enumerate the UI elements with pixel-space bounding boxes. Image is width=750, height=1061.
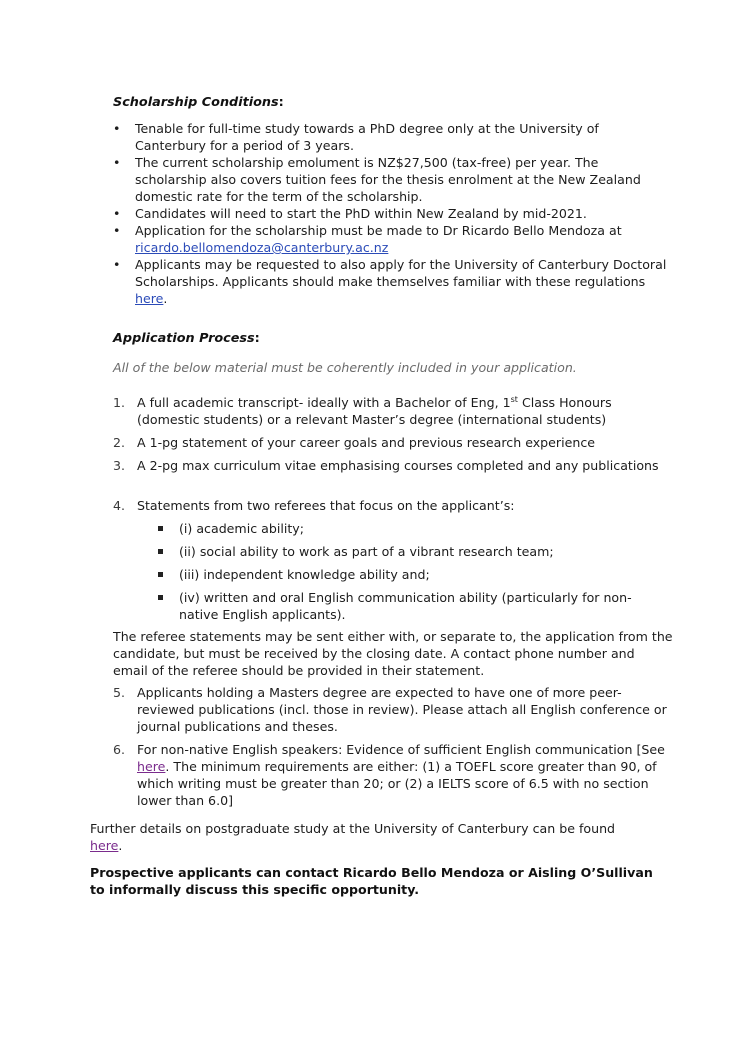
english-text-a: For non-native English speakers: Evidence of sufficient English communication [See: [137, 742, 665, 757]
list-item: [113, 154, 673, 205]
list-item: [113, 120, 673, 154]
list-item: [113, 222, 673, 256]
item-number: 3.: [113, 458, 126, 473]
list-item: [113, 434, 673, 451]
regulations-period: .: [163, 291, 168, 306]
item-cv: A 2-pg max curriculum vitae emphasising courses completed and any publications: [137, 458, 659, 473]
item-statement: A 1-pg statement of your career goals and previous research experience: [137, 435, 595, 450]
transcript-text-b: Class Honours (domestic students) or a relevant Master’s degree (international students): [137, 395, 612, 427]
email-link[interactable]: ricardo.bellomendoza@canterbury.ac.nz: [135, 240, 389, 255]
list-item: [113, 684, 673, 735]
list-item: [113, 394, 673, 428]
item-number: 4.: [113, 498, 126, 513]
postgraduate-study-link[interactable]: here: [90, 838, 119, 853]
list-item: [113, 497, 673, 514]
bullet-icon: •: [113, 121, 121, 136]
condition-start-date: Candidates will need to start the PhD within New Zealand by mid-2021.: [135, 206, 587, 221]
bullet-icon: •: [113, 257, 121, 272]
square-bullet-icon: [158, 549, 163, 554]
regulations-link[interactable]: here: [135, 291, 164, 306]
condition-duration: Tenable for full-time study towards a PhD degree only at the University of Canterbury for a period of 3 years.: [135, 121, 599, 153]
bullet-icon: •: [113, 155, 121, 170]
item-number: 2.: [113, 435, 126, 450]
ordinal-superscript: st: [510, 394, 518, 404]
condition-doctoral-scholarships: Applicants may be requested to also apply for the University of Canterbury Doctoral Scholarships. Applicants should make themselves familiar with these regulations: [135, 257, 667, 289]
referee-criterion: (iv) written and oral English communication ability (particularly for non-native English applicants).: [179, 590, 632, 622]
further-details-text: Further details on postgraduate study at the University of Canterbury can be found: [90, 821, 616, 836]
item-number: 6.: [113, 742, 126, 757]
item-number: 1.: [113, 395, 126, 410]
scholarship-heading-colon: :: [278, 95, 284, 110]
application-heading-text: Application Process: [113, 331, 255, 346]
bullet-icon: •: [113, 223, 121, 238]
further-details: [90, 820, 670, 854]
list-item: [113, 457, 673, 474]
square-bullet-icon: [158, 595, 163, 600]
list-item: [113, 256, 673, 307]
item-masters-publications: Applicants holding a Masters degree are expected to have one of more peer-reviewed publications (incl. those in review). Please attach all English conference or journal publications and theses.: [137, 685, 667, 734]
list-item: [158, 543, 668, 560]
further-details-period: .: [118, 838, 123, 853]
condition-emolument: The current scholarship emolument is NZ$27,500 (tax-free) per year. The scholarship also covers tuition fees for the thesis enrolment at the New Zealand domestic rate for the term of the scholarship.: [135, 155, 641, 204]
list-item: [158, 589, 668, 623]
item-english-requirements: [137, 741, 673, 809]
referee-criterion: (i) academic ability;: [179, 521, 304, 536]
referee-criterion: (iii) independent knowledge ability and;: [179, 567, 430, 582]
item-number: 5.: [113, 685, 126, 700]
english-requirements-link[interactable]: here: [137, 759, 166, 774]
referee-criterion: (ii) social ability to work as part of a vibrant research team;: [179, 544, 554, 559]
scholarship-conditions-heading: [113, 94, 284, 111]
scholarship-heading-text: Scholarship Conditions: [113, 95, 279, 110]
application-process-heading: [113, 330, 260, 347]
list-item: [158, 520, 668, 537]
english-text-b: . The minimum requirements are either: (1) a TOEFL score greater than 90, of which writing must be greater than 20; or (2) a IELTS score of 6.5 with no section lower than 6.0]: [137, 759, 657, 808]
contact-note: Prospective applicants can contact Ricardo Bello Mendoza or Aisling O’Sullivan to informally discuss this specific opportunity.: [90, 865, 653, 897]
list-item: [113, 205, 673, 222]
application-heading-colon: :: [254, 331, 260, 346]
application-intro: All of the below material must be coherently included in your application.: [113, 360, 577, 375]
square-bullet-icon: [158, 526, 163, 531]
condition-application: Application for the scholarship must be made to Dr Ricardo Bello Mendoza at: [135, 223, 622, 238]
item-transcript: [137, 394, 673, 428]
list-item: [158, 566, 668, 583]
referee-note: The referee statements may be sent either with, or separate to, the application from the candidate, but must be received by the closing date. A contact phone number and email of the referee should be provided in their statement.: [113, 629, 673, 678]
square-bullet-icon: [158, 572, 163, 577]
transcript-text-a: A full academic transcript- ideally with a Bachelor of Eng, 1: [137, 395, 511, 410]
list-item: [113, 741, 673, 809]
bullet-icon: •: [113, 206, 121, 221]
scholarship-conditions-list: [113, 120, 673, 307]
item-referees: Statements from two referees that focus on the applicant’s:: [137, 498, 515, 513]
